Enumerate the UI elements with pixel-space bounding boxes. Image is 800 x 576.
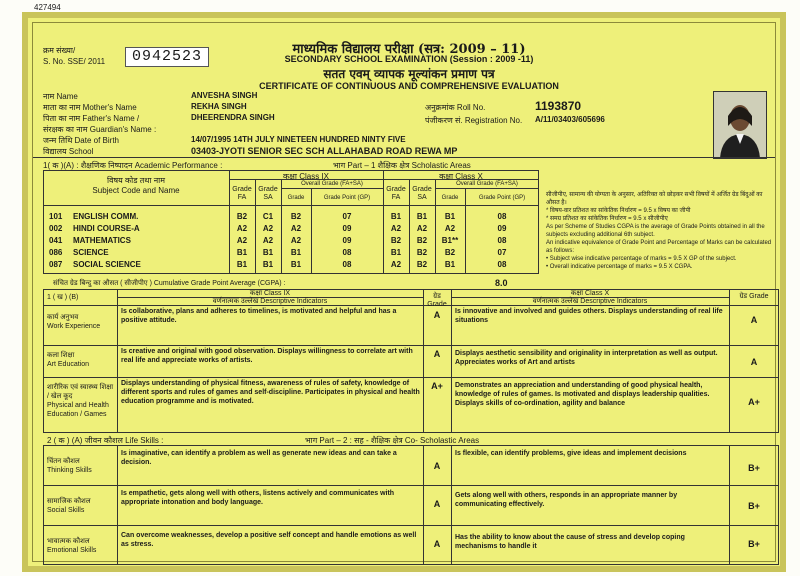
skill-label-en: Social Skills — [47, 507, 85, 514]
cgpa-value: 8.0 — [495, 278, 508, 288]
grade-9: A+ — [431, 381, 443, 391]
class9-header-b: कक्षा Class IX — [249, 290, 291, 297]
title-english-exam: SECONDARY SCHOOL EXAMINATION (Session : 2009 -11) — [284, 54, 534, 64]
gp10: 08 — [497, 236, 507, 245]
fa-header-9: Grade FA — [232, 186, 252, 201]
top-number: 427494 — [34, 3, 61, 12]
note: As per Scheme of Studies CGPA is the average of Grade Points obtained in all the subjects excluding additional 6th subject. — [546, 224, 765, 238]
indicator-9: Displays understanding of physical fitness, awareness of rules of safety, knowledge of different sports and rules of games and self-discipline. Participates in physical and health education programme and is motivated. — [121, 380, 420, 405]
skill-grade-9: A — [433, 539, 441, 549]
overall-header-10: Overall Grade (FA+SA) — [456, 181, 518, 187]
note: • Overall indicative percentage of marks = 9.5 X CGPA. — [546, 264, 693, 270]
note: An indicative equivalence of Grade Point and Percentage of Marks can be calculated as follows: — [546, 240, 772, 254]
subject-code: 101 — [49, 212, 63, 221]
skill-label — [47, 497, 115, 515]
skill-grade-10: B+ — [748, 463, 760, 473]
desc-header-9: वर्णनात्मक उल्लेख Descriptive Indicators — [212, 298, 328, 305]
skill-grade-9: A — [433, 461, 441, 471]
gp9: 09 — [342, 236, 352, 245]
sa-header-9: Grade SA — [258, 186, 278, 201]
activity-label-en: Physical and Health Education / Games — [47, 402, 109, 418]
grade-9: A — [433, 310, 441, 320]
part2-section-label: 2 ( क ) (A) जीवन कौशल Life Skills : — [47, 436, 164, 445]
grade9: B2 — [290, 212, 302, 221]
gp10: 09 — [497, 224, 507, 233]
note: * विषय-वार प्रतिशत का सांकेतिक निर्धारण = 9.5 x विषय का जीपी — [546, 208, 691, 214]
sa10: B2 — [416, 260, 428, 269]
student-photo-icon — [714, 92, 766, 158]
sa10: A2 — [416, 224, 428, 233]
sa10: B1 — [416, 212, 428, 221]
cgpa-notes — [546, 191, 776, 271]
certificate-inner — [32, 22, 776, 562]
fa9: B2 — [236, 212, 248, 221]
activity-label — [47, 383, 115, 419]
note: * समग्र प्रतिशत का सांकेतिक निर्धारण = 9.5 x सीजीपीए — [546, 216, 668, 222]
indicator-10: Demonstrates an appreciation and understanding of good physical health, knowledge of rules of games. Is motivated and displays leadership qualities. Displays skills of co-ordination, agility and balance — [455, 382, 710, 407]
serial-label-hi: क्रम संख्या/ — [43, 46, 76, 55]
grade-9: A — [433, 349, 441, 359]
gp10: 08 — [497, 212, 507, 221]
activity-label-en: Work Experience — [47, 323, 101, 330]
subject-code: 002 — [49, 224, 63, 233]
title-hindi-exam: माध्यमिक विद्यालय परीक्षा (सत्र: 2009 – 11) — [292, 42, 526, 57]
name-label: नाम Name — [43, 92, 78, 101]
dob-label: जन्म तिथि Date of Birth — [43, 136, 119, 145]
skill-indicator-9: Is empathetic, gets along well with others, listens actively and communicates with appropriate intonation and body language. — [121, 490, 395, 506]
skill-grade-9: A — [433, 499, 441, 509]
dob-value: 14/07/1995 14TH JULY NINETEEN HUNDRED NINTY FIVE — [191, 135, 406, 144]
skill-grade-10: B+ — [748, 539, 760, 549]
gp9: 09 — [342, 224, 352, 233]
subject-name: HINDI COURSE-A — [73, 224, 140, 233]
father-label: पिता का नाम Father's Name / — [43, 114, 140, 123]
subject-name: ENGLISH COMM. — [73, 212, 139, 221]
part2-title: भाग Part – 2 : सह - शैक्षिक क्षेत्र Co- Scholastic Areas — [305, 436, 480, 445]
skill-label-en: Emotional Skills — [47, 547, 97, 554]
skill-label-en: Thinking Skills — [47, 467, 92, 474]
part1-title: भाग Part – 1 शैक्षिक क्षेत्र Scholastic Areas — [333, 161, 471, 170]
fa9: B1 — [236, 260, 248, 269]
gp10: 08 — [497, 260, 507, 269]
skill-label-hi: सामाजिक कौशल — [47, 498, 91, 505]
school-label: विद्यालय School — [43, 147, 94, 156]
skill-indicator-9: Is imaginative, can identify a problem as well as generate new ideas and can take a decision. — [121, 450, 397, 466]
grade-10: A — [750, 357, 758, 367]
grade9: A2 — [290, 224, 302, 233]
sa9: C1 — [262, 212, 274, 221]
grade10: B2 — [444, 248, 456, 257]
grade-subheader-9: Grade — [287, 195, 305, 201]
activity-label-hi: कार्य अनुभव — [47, 314, 79, 321]
activity-label-en: Art Education — [47, 361, 90, 368]
fa10: A2 — [390, 260, 402, 269]
desc-header-10: वर्णनात्मक उल्लेख Descriptive Indicators — [532, 298, 648, 305]
gp9: 08 — [342, 260, 352, 269]
skill-label — [47, 537, 115, 555]
skill-indicator-9: Can overcome weaknesses, develop a positive self concept and handle emotions as well as stress. — [121, 532, 417, 548]
grade-10: A+ — [748, 397, 760, 407]
indicator-9: Is creative and original with good observation. Displays willingness to correlate art with real life and appreciate works of artists. — [121, 348, 413, 364]
school-value: 03403-JYOTI SENIOR SEC SCH ALLAHABAD ROAD REWA MP — [191, 146, 458, 156]
skill-indicator-10: Gets along well with others, responds in an appropriate manner by communicating effectively. — [455, 492, 678, 508]
mother-name: REKHA SINGH — [191, 102, 247, 111]
roll-label: अनुक्रमांक Roll No. — [425, 103, 486, 112]
subject-name: MATHEMATICS — [73, 236, 131, 245]
grade10: B1 — [444, 260, 456, 269]
reg-number: A/11/03403/605696 — [535, 115, 605, 124]
sa9: B1 — [262, 248, 274, 257]
fa9: B1 — [236, 248, 248, 257]
overall-header-9: Overall Grade (FA+SA) — [301, 181, 363, 187]
gp9: 08 — [342, 248, 352, 257]
mother-label: माता का नाम Mother's Name — [43, 103, 137, 112]
note: • Subject wise indicative percentage of marks = 9.5 X GP of the subject. — [546, 256, 737, 262]
sa10: B2 — [416, 236, 428, 245]
class9-header: कक्षा Class IX — [283, 172, 329, 181]
grade-header-10: ग्रेड Grade — [739, 293, 769, 300]
class10-header: कक्षा Class X — [439, 172, 483, 181]
father-name: DHEERENDRA SINGH — [191, 113, 275, 122]
fa9: A2 — [236, 236, 248, 245]
grade10: B1 — [444, 212, 456, 221]
gp-subheader-9: Grade Point (GP) — [323, 195, 371, 201]
grade-header-9: ग्रेड Grade — [427, 293, 447, 308]
activity-label — [47, 351, 115, 369]
fa10: B1 — [390, 212, 402, 221]
subject-name: SOCIAL SCIENCE — [73, 260, 141, 269]
part1b-label: 1 ( ख ) (B) — [47, 294, 79, 301]
subject-code: 041 — [49, 236, 63, 245]
part1-section-label: 1( क )(A) : शैक्षणिक निष्पादन Academic Performance : — [43, 161, 223, 170]
activity-label-hi: कला शिक्षा — [47, 352, 75, 359]
serial-label-en: S. No. SSE/ 2011 — [43, 57, 106, 66]
skill-label — [47, 457, 115, 475]
serial-number: 0942523 — [125, 47, 209, 67]
fa9: A2 — [236, 224, 248, 233]
cgpa-label: संचित ग्रेड बिन्दु का औसत ( सीजीपीए ) Cumulative Grade Point Average (CGPA) : — [53, 280, 286, 287]
grade9: B1 — [290, 260, 302, 269]
sa9: A2 — [262, 236, 274, 245]
grade10: B1** — [441, 236, 459, 245]
subject-code: 087 — [49, 260, 63, 269]
skill-indicator-10: Is flexible, can identify problems, give ideas and implement decisions — [455, 450, 687, 457]
sa9: B1 — [262, 260, 274, 269]
fa10: B2 — [390, 236, 402, 245]
fa-header-10: Grade FA — [386, 186, 406, 201]
subject-header-hi: विषय कोड तथा नाम — [107, 176, 165, 185]
divider — [33, 157, 775, 158]
guardian-label: संरक्षक का नाम Guardian's Name : — [43, 125, 157, 134]
student-name: ANVESHA SINGH — [191, 91, 258, 100]
certificate — [22, 12, 786, 572]
gp9: 07 — [342, 212, 352, 221]
roll-number: 1193870 — [535, 99, 582, 113]
grade9: A2 — [290, 236, 302, 245]
student-photo — [713, 91, 767, 159]
indicator-10: Displays aesthetic sensibility and originality in interpretation as well as output. Appreciates works of Art and artists — [455, 350, 718, 366]
subject-name: SCIENCE — [73, 248, 109, 257]
fa10: A2 — [390, 224, 402, 233]
title-english-cert: CERTIFICATE OF CONTINUOUS AND COMPREHENSIVE EVALUATION — [259, 81, 559, 91]
activity-label — [47, 313, 115, 331]
indicator-10: Is innovative and involved and guides others. Displays understanding of real life situations — [455, 308, 723, 324]
fa10: B1 — [390, 248, 402, 257]
note: सीजीपीए, सामान्य की योग्यता के अनुसार, अतिरिक्त को छोड़कर सभी विषयों में अर्जित ग्रेड बिंदुओं का औसत है। — [546, 192, 763, 206]
subject-header-en: Subject Code and Name — [92, 186, 180, 195]
sa-header-10: Grade SA — [412, 186, 432, 201]
sa10: B2 — [416, 248, 428, 257]
grade9: B1 — [290, 248, 302, 257]
skill-indicator-10: Has the ability to know about the cause of stress and develop coping mechanisms to handle it — [455, 534, 685, 550]
grade10: A2 — [444, 224, 456, 233]
skill-label-hi: भावात्मक कौशल — [47, 538, 90, 545]
gp-subheader-10: Grade Point (GP) — [478, 195, 526, 201]
skill-label-hi: चिंतन कौशल — [47, 458, 80, 465]
reg-label: पंजीकरण सं. Registration No. — [425, 116, 523, 125]
sa9: A2 — [262, 224, 274, 233]
activity-label-hi: शारीरिक एवं स्वास्थ्य शिक्षा / खेल कूद — [47, 384, 114, 400]
grade-10: A — [750, 315, 758, 325]
subject-code: 086 — [49, 248, 63, 257]
indicator-9: Is collaborative, plans and adheres to timelines, is motivated and helpful and has a positive attitude. — [121, 308, 397, 324]
class10-header-b: कक्षा Class X — [570, 290, 610, 297]
title-hindi-cert: सतत एवम् व्यापक मूल्यांकन प्रमाण पत्र — [323, 67, 495, 81]
gp10: 07 — [497, 248, 507, 257]
skill-grade-10: B+ — [748, 501, 760, 511]
grade-subheader-10: Grade — [441, 195, 459, 201]
